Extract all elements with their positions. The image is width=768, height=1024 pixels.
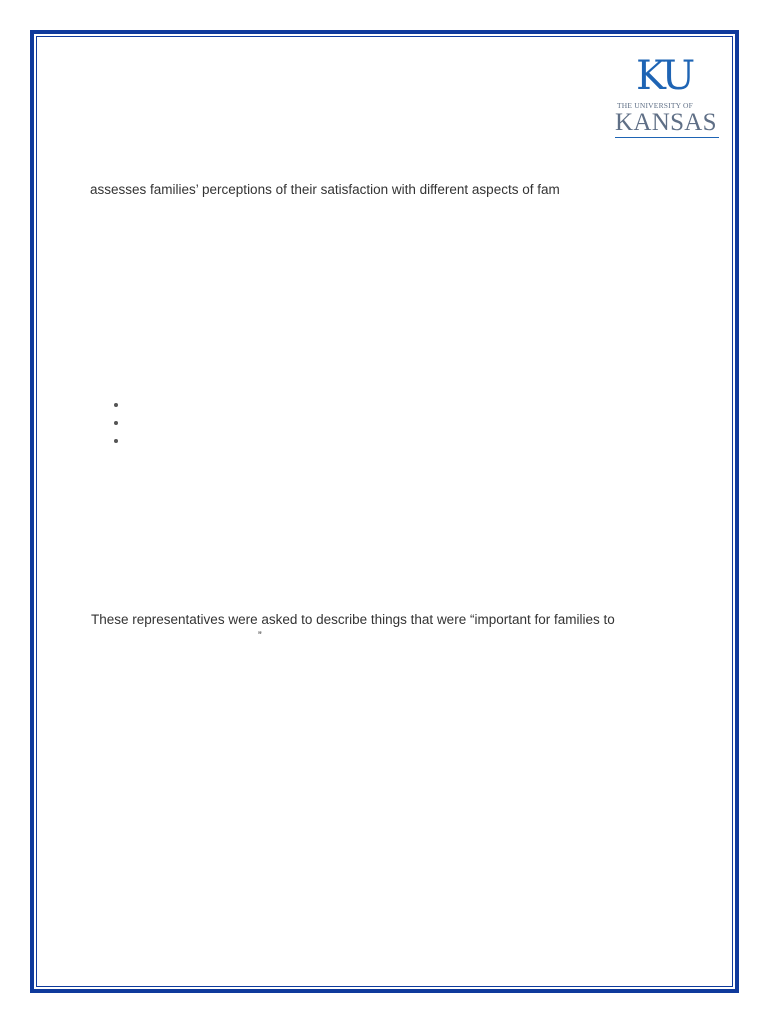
paragraph-2: These representatives were asked to describe things that were “important for families to	[91, 612, 615, 627]
bullet-dot	[114, 421, 118, 425]
ku-monogram: KU	[636, 53, 693, 99]
bullet-dot	[114, 403, 118, 407]
list-item	[112, 436, 122, 454]
list-item	[112, 418, 122, 436]
page-border-inner	[36, 36, 733, 987]
ku-logo	[612, 53, 720, 140]
ku-logo-kansas-line: KANSAS	[615, 109, 717, 136]
bullet-dot	[114, 439, 118, 443]
bullet-list	[112, 400, 122, 454]
list-item	[112, 400, 122, 418]
closing-quote: ”	[258, 630, 262, 642]
ku-logo-university-line: THE UNIVERSITY OF	[617, 101, 694, 110]
paragraph-1: assesses families’ perceptions of their satisfaction with different aspects of fam	[90, 182, 560, 197]
ku-logo-underline	[615, 137, 719, 138]
